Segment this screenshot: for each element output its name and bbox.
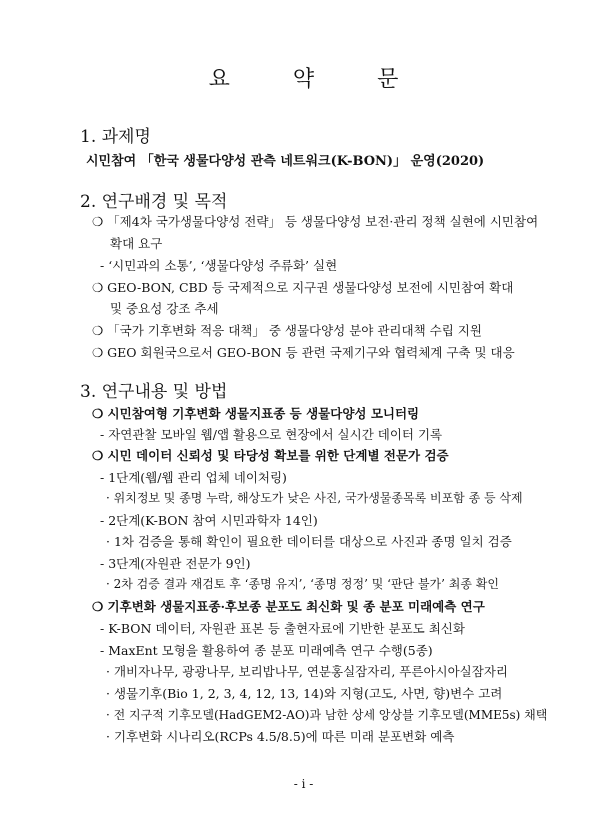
list-item: - ‘시민과의 소통’, ‘생물다양성 주류화’ 실현 xyxy=(100,258,338,273)
list-item: - 2단계(K-BON 참여 시민과학자 14인) xyxy=(100,513,318,528)
list-item: - K-BON 데이터, 자원관 표본 등 출현자료에 기반한 분포도 최신화 xyxy=(100,621,465,636)
title-char: 요 xyxy=(208,67,230,92)
list-item: · 1차 검증을 통해 확인이 필요한 데이터를 대상으로 사진과 종명 일치 검증 xyxy=(106,534,512,549)
list-item: · 개비자나무, 광광나무, 보리밥나무, 연분홍실잠자리, 푸른아시아실잠자리 xyxy=(106,664,508,679)
page-number: - i - xyxy=(293,777,314,791)
list-item: - 3단계(자원관 전문가 9인) xyxy=(100,556,251,571)
section-2-heading: 2. 연구배경 및 목적 xyxy=(80,192,228,212)
list-item: 및 중요성 강조 추세 xyxy=(110,301,219,316)
list-item: ❍ 시민참여형 기후변화 생물지표종 등 생물다양성 모니터링 xyxy=(92,406,420,421)
title-char: 문 xyxy=(377,67,399,92)
list-item: · 2차 검증 결과 재검토 후 ‘종명 유지’, ‘종명 정정’ 및 ‘판단 불가’ 최종 확인 xyxy=(106,577,499,591)
list-item: ❍ 「국가 기후변화 적응 대책」 중 생물다양성 분야 관리대책 수립 지원 xyxy=(92,323,482,338)
list-item: - 1단계(웹/웹 관리 업체 네이처링) xyxy=(100,470,287,485)
list-item: · 위치정보 및 종명 누락, 해상도가 낮은 사진, 국가생물종목록 비포함 종 등 삭제 xyxy=(106,491,523,505)
list-item: ❍ 기후변화 생물지표종·후보종 분포도 최신화 및 종 분포 미래예측 연구 xyxy=(92,599,485,614)
list-item: ❍ 시민 데이터 신뢰성 및 타당성 확보를 위한 단계별 전문가 검증 xyxy=(92,448,449,463)
list-item: ❍ 「제4차 국가생물다양성 전략」 등 생물다양성 보전·관리 정책 실현에 시민참여 xyxy=(92,214,539,229)
list-item: ❍ GEO 회원국으로서 GEO-BON 등 관련 국제기구와 협력체계 구축 및 대응 xyxy=(92,345,515,360)
section-1-heading: 1. 과제명 xyxy=(80,127,151,147)
title-char: 약 xyxy=(292,67,315,92)
section-3-heading: 3. 연구내용 및 방법 xyxy=(80,382,228,402)
project-name: 시민참여 「한국 생물다양성 관측 네트워크(K-BON)」 운영(2020) xyxy=(86,154,485,169)
list-item: - 자연관찰 모바일 웹/앱 활용으로 현장에서 실시간 데이터 기록 xyxy=(100,427,443,442)
list-item: · 생물기후(Bio 1, 2, 3, 4, 12, 13, 14)와 지형(고도, 사면, 향)변수 고려 xyxy=(106,686,503,701)
list-item: · 기후변화 시나리오(RCPs 4.5/8.5)에 따른 미래 분포변화 예측 xyxy=(106,729,455,744)
list-item: ❍ GEO-BON, CBD 등 국제적으로 지구권 생물다양성 보전에 시민참여 확대 xyxy=(92,280,514,295)
list-item: 확대 요구 xyxy=(110,236,163,251)
page-title xyxy=(0,62,607,93)
list-item: - MaxEnt 모형을 활용하여 종 분포 미래예측 연구 수행(5종) xyxy=(100,643,433,658)
list-item: · 전 지구적 기후모델(HadGEM2-AO)과 남한 상세 앙상블 기후모델(MME5s) 채택 xyxy=(106,708,548,722)
